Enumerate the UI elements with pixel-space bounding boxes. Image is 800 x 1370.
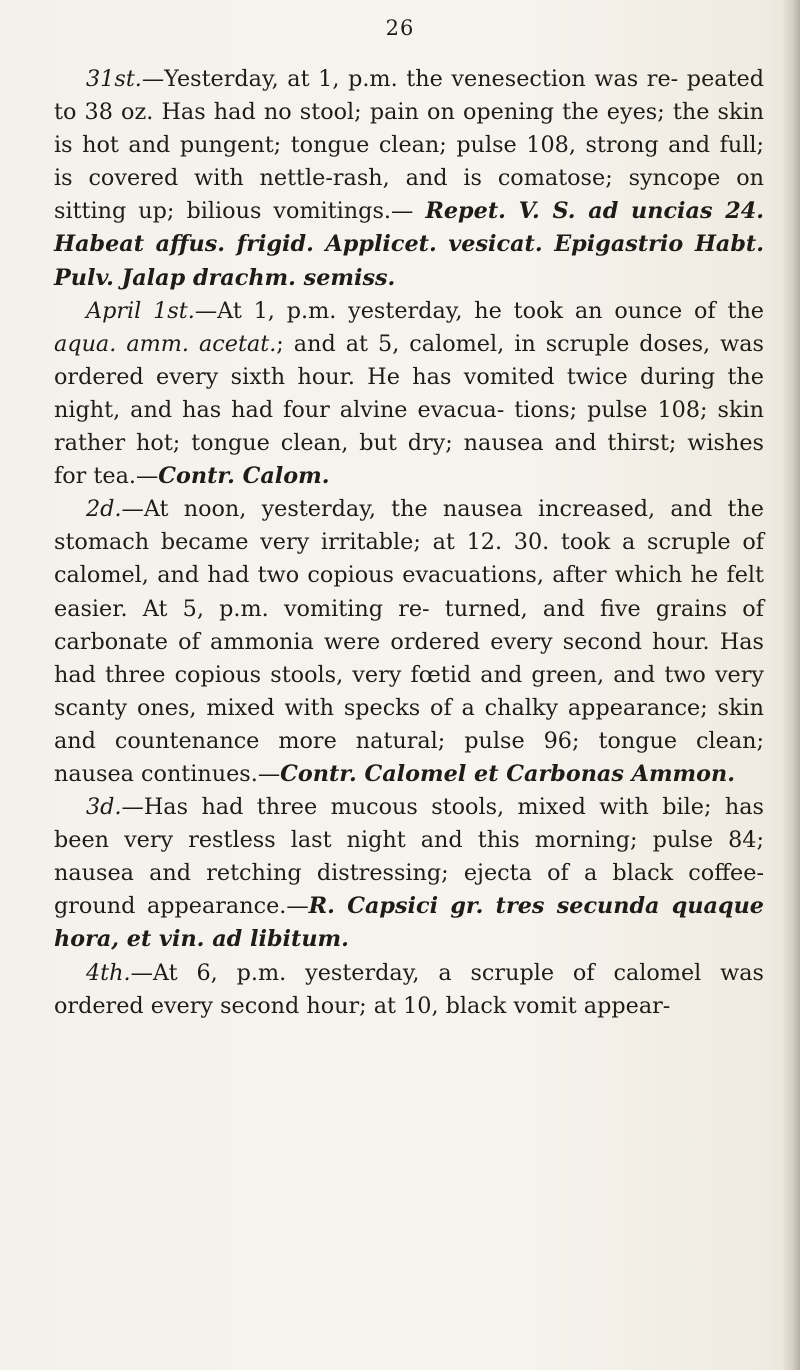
entry-31st [54, 63, 764, 295]
entry-text: —At 1, p.m. yesterday, he took an ounce of the [194, 297, 764, 324]
entry-2d [54, 493, 764, 791]
entry-text: —Yesterday, at 1, p.m. the venesection was re- peated to 38 oz. Has had no stool; pain on opening the eyes; the skin is hot and pungent; tongue clean; pulse 108, strong and full; is covered with nettle-rash, and is comatose; syncope on sitting up; bilious vomitings.— [54, 66, 764, 225]
prescription: Contr. Calomel et Carbonas Ammon. [280, 760, 735, 787]
prescription: Contr. Calom. [158, 463, 330, 490]
entry-text: —At 6, p.m. yesterday, a scruple of calomel was ordered every second hour; at 10, black vomit appear- [54, 959, 764, 1019]
entry-text: —At noon, yesterday, the nausea increased, and the stomach became very irritable; at 12. 30. took a scruple of calomel, and had two copious evacuations, after which he felt easier. At 5, p.m. vomiting re- turned, and five grains of carbonate of ammonia were ordered every second hour. Has had three copious stools, very fœtid and green, and two very scanty ones, mixed with specks of a chalky appearance; skin and countenance more natural; pulse 96; tongue clean; nausea continues.— [54, 496, 764, 787]
entry-italic-term: aqua. amm. acetat. [54, 330, 277, 357]
page-number: 26 [385, 16, 415, 40]
prescription: Repet. V. S. ad uncias 24. Habeat affus. frigid. Applicet. vesicat. Epigastrio Habt. Pulv. Jalap drachm. semiss. [54, 198, 765, 291]
entry-text-continued: ; and at 5, calomel, in scruple doses, was ordered every sixth hour. He has vomited twice during the night, and has had four alvine evacua- tions; pulse 108; skin rather hot; tongue clean, but dry; nausea and thirst; wishes for tea.— [54, 330, 764, 490]
entry-date: 2d. [86, 496, 122, 523]
entry-3d [54, 791, 764, 956]
entry-date: 4th. [86, 959, 131, 986]
entry-4th [54, 957, 764, 1023]
case-notes-text [54, 63, 764, 1023]
entry-april-1st [54, 295, 764, 494]
prescription: R. Capsici gr. tres secunda quaque hora, et vin. ad libitum. [54, 893, 764, 953]
page-edge-shadow [782, 0, 800, 1370]
entry-date: 3d. [86, 794, 122, 821]
entry-text: —Has had three mucous stools, mixed with bile; has been very restless last night and this morning; pulse 84; nausea and retching distressing; ejecta of a black coffee-ground appearance.— [54, 794, 764, 920]
entry-date: 31st. [86, 66, 142, 92]
entry-date: April 1st. [86, 297, 195, 324]
